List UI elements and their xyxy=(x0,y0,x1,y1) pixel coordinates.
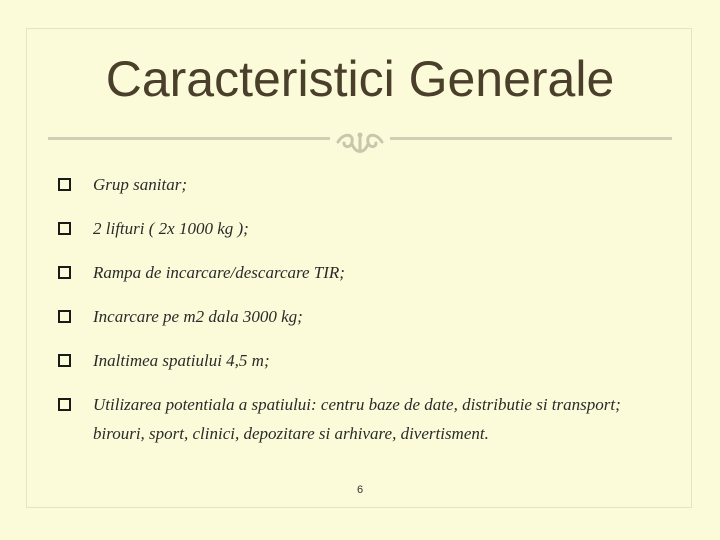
checkbox-square-icon xyxy=(58,354,71,367)
bullet-text: Grup sanitar; xyxy=(93,175,187,194)
bullet-item xyxy=(58,346,668,375)
bullet-text: Utilizarea potentiala a spatiului: centru baze de date, distributie si transport; birouri, sport, clinici, depozitare si arhivare, divertisment. xyxy=(93,395,621,443)
bullet-item xyxy=(58,258,668,287)
checkbox-square-icon xyxy=(58,398,71,411)
page-number: 6 xyxy=(356,484,364,496)
slide-title: Caracteristici Generale xyxy=(105,51,615,107)
checkbox-square-icon xyxy=(58,222,71,235)
bullet-text: Incarcare pe m2 dala 3000 kg; xyxy=(93,307,303,326)
bullet-item xyxy=(58,302,668,331)
bullet-item xyxy=(58,214,668,243)
checkbox-square-icon xyxy=(58,178,71,191)
bullet-item xyxy=(58,170,668,199)
bullet-text: 2 lifturi ( 2x 1000 kg ); xyxy=(93,219,249,238)
bullet-text: Rampa de incarcare/descarcare TIR; xyxy=(93,263,345,282)
bullet-item xyxy=(58,390,668,448)
checkbox-square-icon xyxy=(58,310,71,323)
flourish-ornament-icon xyxy=(330,128,390,158)
bullet-text: Inaltimea spatiului 4,5 m; xyxy=(93,351,270,370)
checkbox-square-icon xyxy=(58,266,71,279)
bullet-list xyxy=(58,170,668,463)
